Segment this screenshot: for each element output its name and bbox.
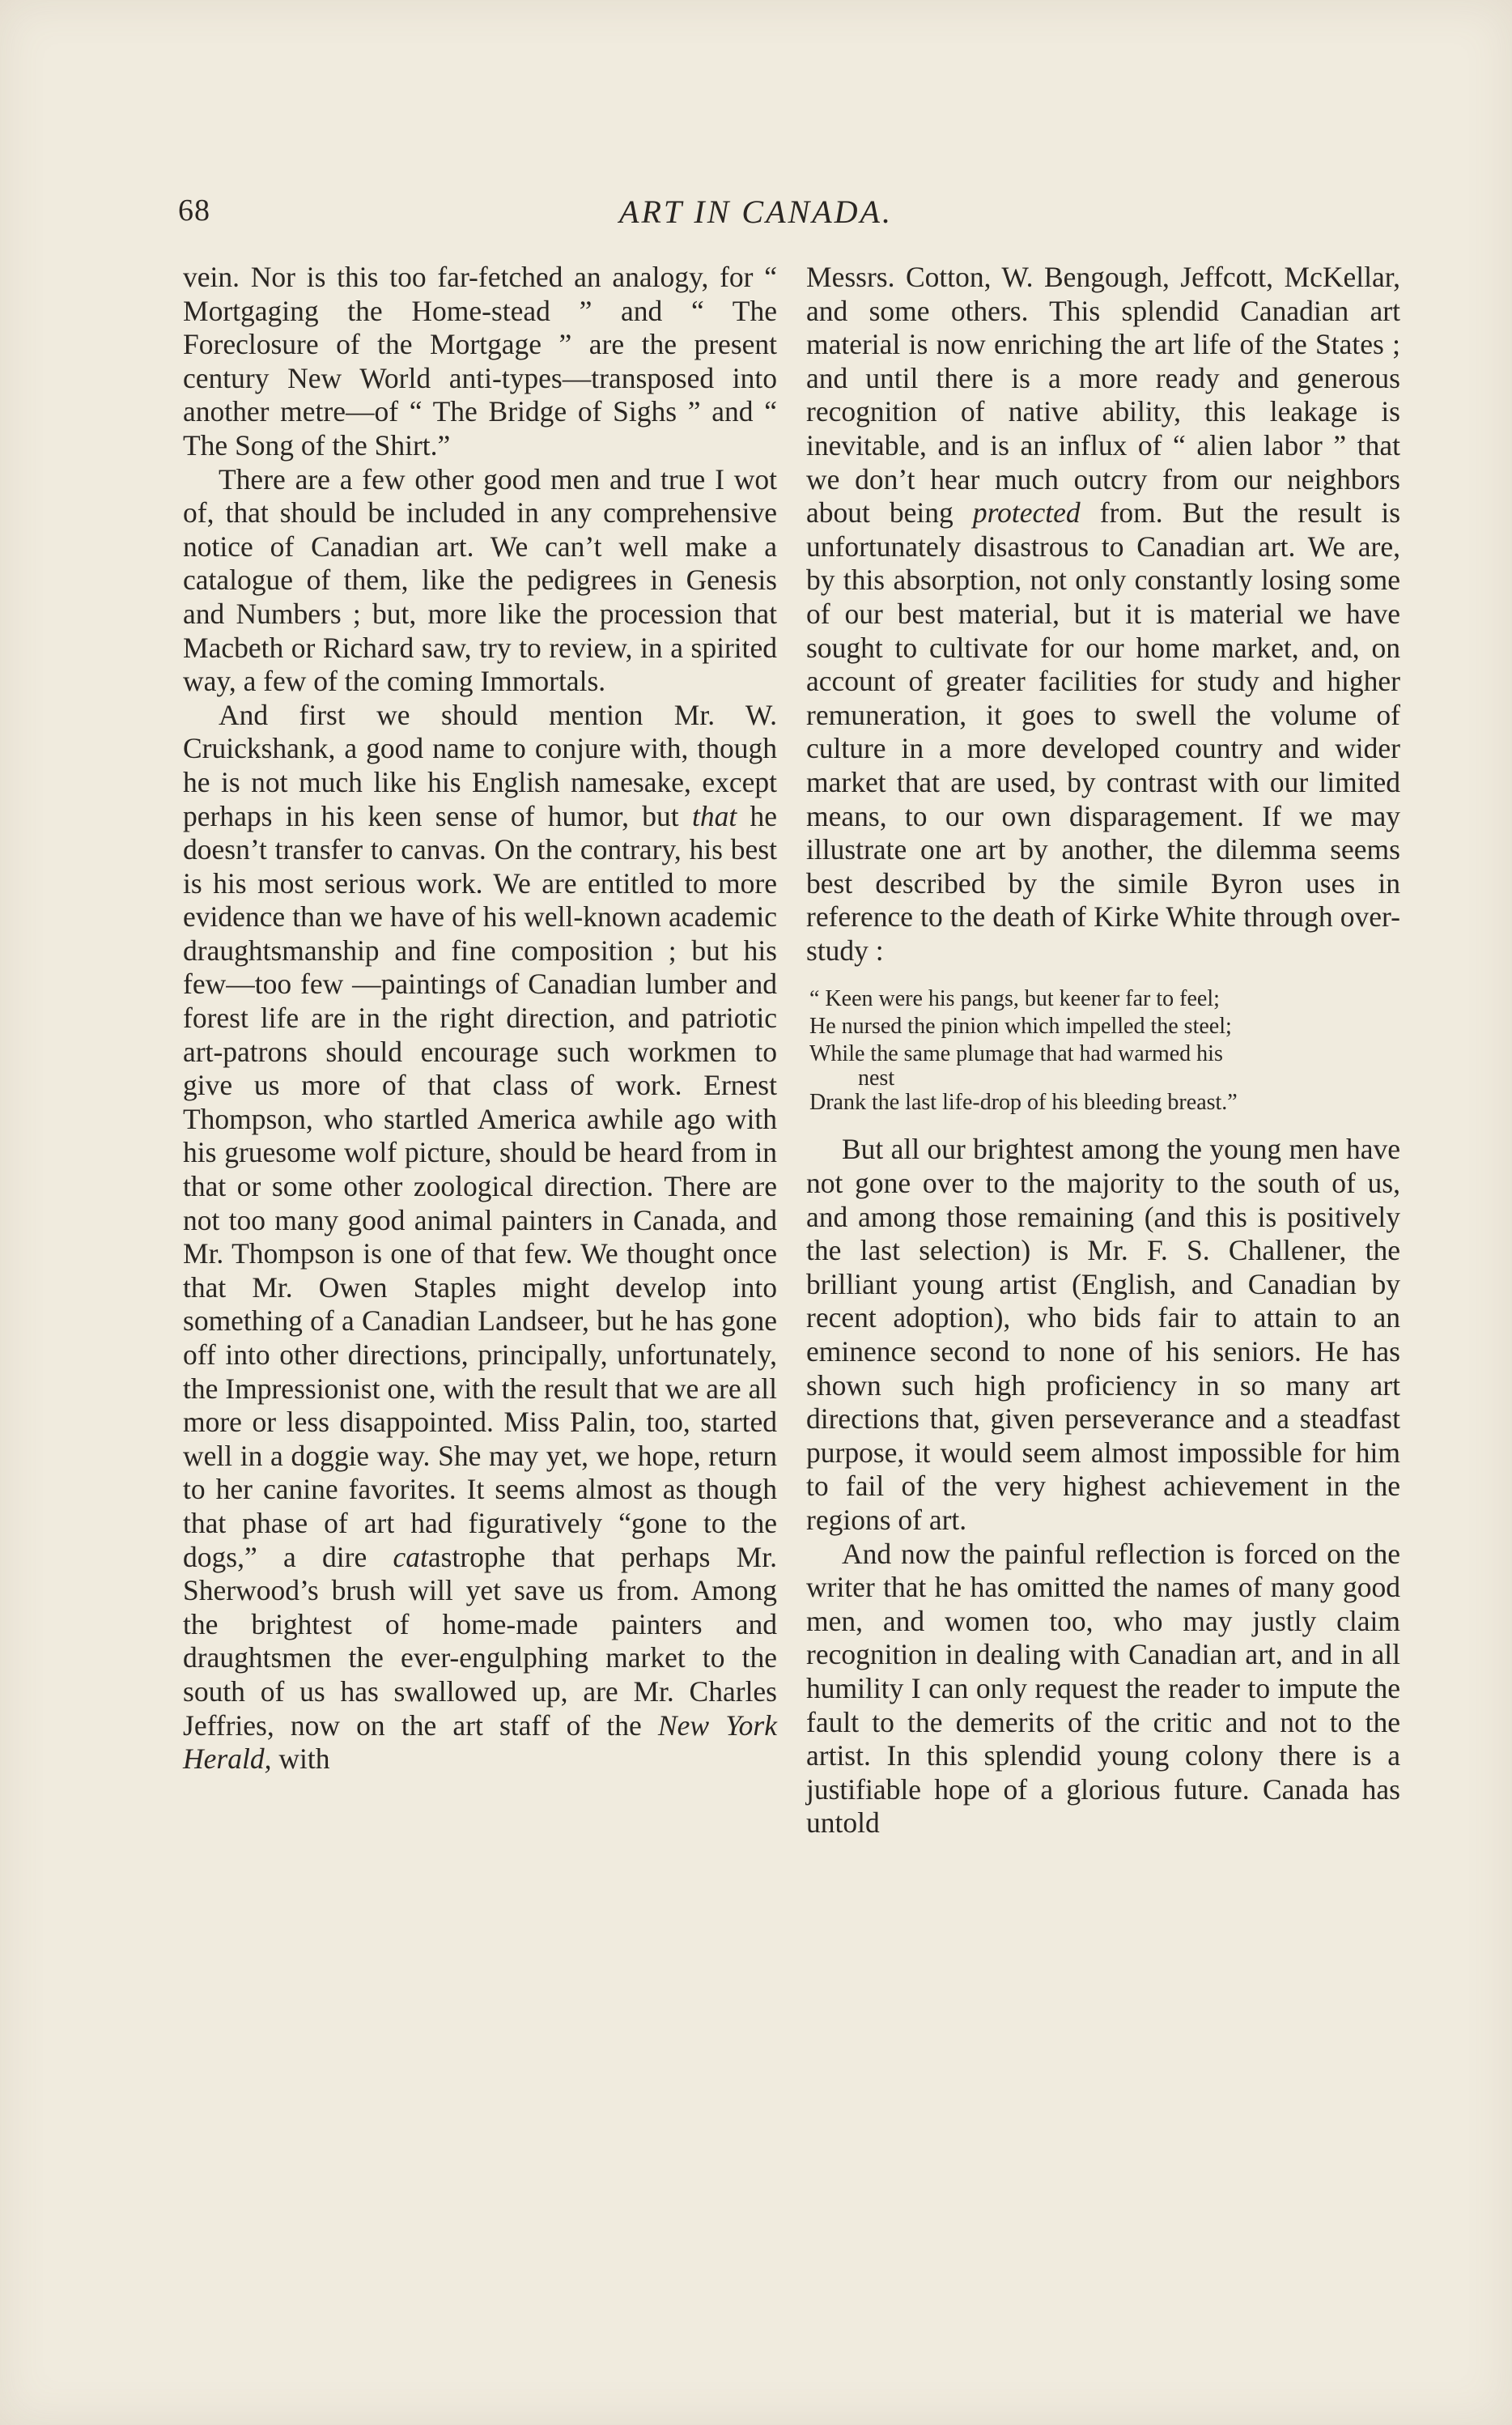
poem-line: Drank the last life-drop of his bleeding breast.”	[809, 1090, 1238, 1116]
page-header	[0, 193, 1512, 241]
paragraph: vein. Nor is this too far-fetched an analogy, for “ Mortgaging the Home-stead ” and “ The Foreclosure of the Mortgage ” are the present century New World anti-types—transposed into another metre—of “ The Bridge of Sighs ” and “ The Song of the Shirt.”	[183, 261, 777, 462]
left-column	[183, 261, 777, 1776]
paragraph: But all our brightest among the young men have not gone over to the majority to the south of us, and among those remaining (and this is positively the last selection) is Mr. F. S. Challener, the brilliant young artist (English, and Canadian by recent adoption), who bids fair to attain to an eminence second to none of his seniors. He has shown such high proficiency in so many art directions that, given perseverance and a steadfast purpose, it would seem almost impossible for him to fail of the very highest achievement in the regions of art.	[806, 1133, 1400, 1536]
poem-line-continuation: nest	[858, 1066, 895, 1091]
paragraph	[806, 261, 1400, 968]
paragraph	[183, 699, 777, 1776]
italic-text: that	[691, 799, 737, 832]
italic-text: New York Herald,	[183, 1708, 777, 1776]
italic-text: cat	[393, 1540, 428, 1573]
right-column	[806, 261, 1400, 1840]
paragraph: And now the painful reflection is forced on the writer that he has omitted the names of many good men, and women too, who may justly claim recognition in dealing with Canadian art, and in all humility I can only request the reader to impute the fault to the demerits of the critic and not to the artist. In this splendid young colony there is a justifiable hope of a glorious future. Canada has untold	[806, 1537, 1400, 1840]
text-run: he doesn’t transfer to canvas. On the contrary, his best is his most serious work. We are entitled to more evidence than we have of his well-known academic draughtsmanship and fine composition ; but his few—too few —paintings of Canadian lumber and forest life are in the right direction, and patriotic art-patrons should encourage such workmen to give us more of that class of work. Ernest Thompson, who startled America awhile ago with his gruesome wolf picture, should be heard from in that or some other zoological direction. There are not too many good animal painters in Canada, and Mr. Thompson is one of that few. We thought once that Mr. Owen Staples might develop into something of a Canadian Landseer, but he has gone off into other directions, principally, unfortunately, the Impressionist one, with the result that we are all more or less disappointed. Miss Palin, too, started well in a doggie way. She may yet, we hope, return to her canine favorites. It seems almost as though that phase of art had figuratively “gone to the dogs,” a dire	[183, 799, 778, 1573]
text-run: And first we should mention Mr. W. Cruickshank, a good name to conjure with, though he is not much like his English namesake, except perhaps in his keen sense of humor, but	[183, 698, 777, 832]
italic-text: protected	[972, 496, 1081, 530]
text-run: with	[278, 1742, 330, 1776]
page-number: 68	[178, 194, 210, 228]
poem-line: “ Keen were his pangs, but keener far to feel;	[809, 986, 1220, 1012]
paragraph: There are a few other good men and true I wot of, that should be included in any comprehensive notice of Canadian art. We can’t well make a catalogue of them, like the pedigrees in Genesis and Numbers ; but, more like the procession that Macbeth or Richard saw, try to review, in a spirited way, a few of the coming Immortals.	[183, 462, 777, 698]
running-title: ART IN CANADA.	[619, 194, 893, 230]
text-run: astrophe that perhaps Mr. Sherwood’s brush will yet save us from. Among the brightest of home-made painters and draughtsmen the ever-engulphing market to the south of us has swallowed up, are Mr. Charles Jeffries, now on the art staff of the	[183, 1540, 777, 1742]
poem-line: He nursed the pinion which impelled the steel;	[809, 1014, 1232, 1040]
text-run: from. But the result is unfortunately disastrous to Canadian art. We are, by this absorption, not only constantly losing some of our best material, but it is material we have sought to cultivate for our home market, and, on account of greater facilities for study and higher remuneration, it goes to swell the volume of culture in a more developed country and wider market that are used, by contrast with our limited means, to our own disparagement. If we may illustrate one art by another, the dilemma seems best described by the simile Byron uses in reference to the death of Kirke White through over-study :	[806, 496, 1401, 967]
poem-line: While the same plumage that had warmed his	[809, 1041, 1223, 1067]
poem-quotation	[809, 985, 1400, 1117]
text-run: Messrs. Cotton, W. Bengough, Jeffcott, McKellar, and some others. This splendid Canadian art material is now enriching the art life of the States ; and until there is a more ready and generous recognition of native ability, this leakage is inevitable, and is an influx of “ alien labor ” that we don’t hear much outcry from our neighbors about being	[806, 261, 1400, 530]
